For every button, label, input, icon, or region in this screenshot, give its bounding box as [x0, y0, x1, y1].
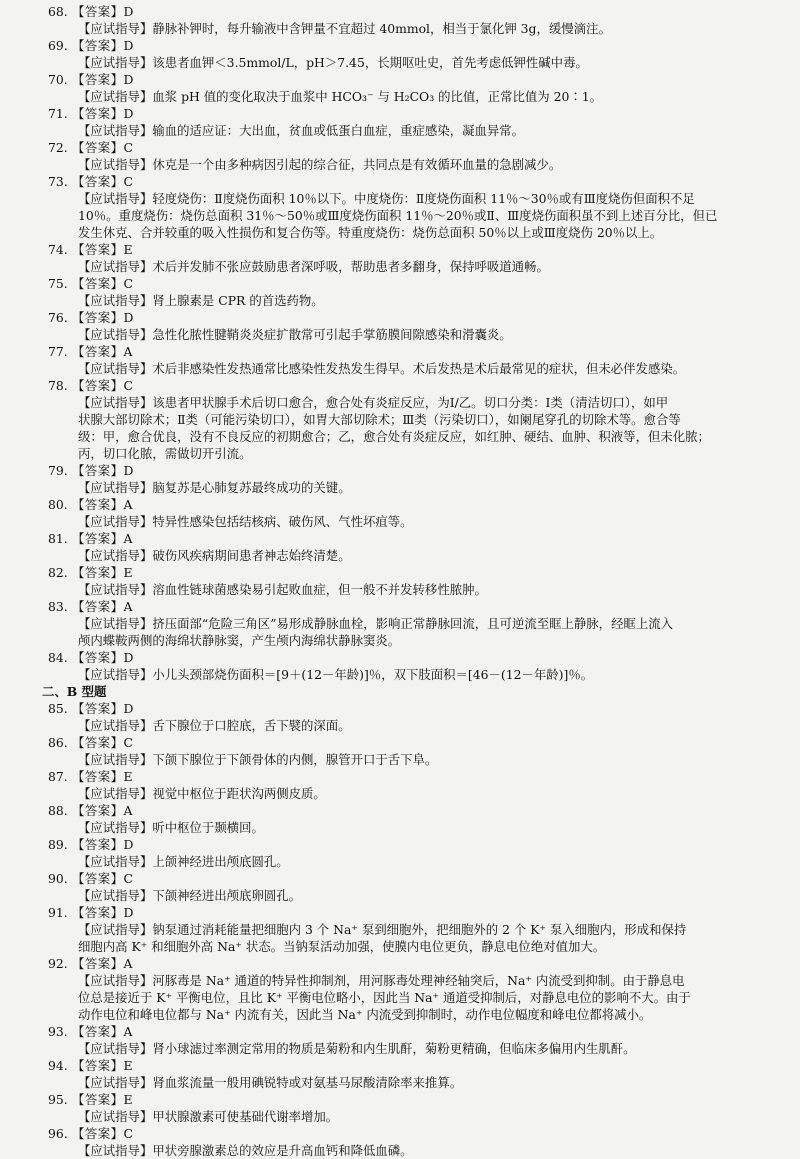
question-number: 68. [48, 4, 68, 19]
guide-line: 【应试指导】舌下腺位于口腔底，舌下襞的深面。 [78, 718, 351, 733]
guide-line: 【应试指导】视觉中枢位于距状沟两侧皮质。 [78, 786, 326, 801]
answer-line [48, 870, 782, 887]
answer-line [48, 309, 782, 326]
answer-text: 【答案】C [72, 276, 134, 291]
question-number: 84. [48, 650, 68, 665]
answer-text: 【答案】D [72, 72, 134, 87]
answer-line [48, 343, 782, 360]
answer-text: 【答案】C [72, 140, 134, 155]
answer-line [48, 700, 782, 717]
guide-line: 【应试指导】脑复苏是心肺复苏最终成功的关键。 [78, 480, 351, 495]
answer-line [48, 1125, 782, 1142]
answer-text: 【答案】E [72, 242, 134, 257]
guide-line: 【应试指导】特异性感染包括结核病、破伤风、气性坏疽等。 [78, 514, 413, 529]
answer-text: 【答案】D [72, 4, 134, 19]
guide-line: 【应试指导】挤压面部“危险三角区”易形成静脉血栓，影响正常静脉回流，且可逆流至眶上静脉，经眶上流入 [78, 616, 674, 631]
question-number: 79. [48, 463, 68, 478]
guide-line: 【应试指导】河豚毒是 Na⁺ 通道的特异性抑制剂，用河豚毒处理神经轴突后，Na⁺ 内流受到抑制。由于静息电 [78, 973, 685, 988]
answer-line [48, 462, 782, 479]
guide-line: 【应试指导】急性化脓性腱鞘炎炎症扩散常可引起手掌筋膜间隙感染和滑囊炎。 [78, 327, 512, 342]
answer-line [48, 836, 782, 853]
question-number: 88. [48, 803, 68, 818]
question-number: 85. [48, 701, 68, 716]
guide-continuation-line: 发生休克、合并较重的吸入性损伤和复合伤等。特重度烧伤：烧伤总面积 50％以上或Ⅲ度烧伤 20％以上。 [78, 225, 663, 240]
guide-line: 【应试指导】破伤风疾病期间患者神志始终清楚。 [78, 548, 351, 563]
question-number: 94. [48, 1058, 68, 1073]
answer-line [48, 3, 782, 20]
question-number: 87. [48, 769, 68, 784]
answer-text: 【答案】D [72, 650, 134, 665]
question-number: 76. [48, 310, 68, 325]
question-number: 82. [48, 565, 68, 580]
question-number: 83. [48, 599, 68, 614]
answer-text: 【答案】A [72, 1024, 134, 1039]
question-number: 71. [48, 106, 68, 121]
guide-continuation-line: 颅内蝶鞍两侧的海绵状静脉窦，产生颅内海绵状静脉窦炎。 [78, 633, 401, 648]
answer-text: 【答案】E [72, 769, 134, 784]
answer-line [48, 241, 782, 258]
question-number: 70. [48, 72, 68, 87]
guide-line: 【应试指导】小儿头颈部烧伤面积＝[9＋(12－年龄)]％，双下肢面积＝[46－(12－年龄)]％。 [78, 667, 594, 682]
answer-line [48, 802, 782, 819]
answer-text: 【答案】C [72, 1126, 134, 1141]
guide-continuation-line: 细胞内高 K⁺ 和细胞外高 Na⁺ 状态。当钠泵活动加强，使膜内电位更负，静息电位绝对值加大。 [78, 939, 606, 954]
guide-line: 【应试指导】休克是一个由多种病因引起的综合征，共同点是有效循环血量的急剧减少。 [78, 157, 562, 172]
question-number: 75. [48, 276, 68, 291]
guide-line: 【应试指导】上颌神经进出颅底圆孔。 [78, 854, 289, 869]
answer-line [48, 275, 782, 292]
guide-line: 【应试指导】肾血浆流量一般用碘锐特或对氨基马尿酸清除率来推算。 [78, 1075, 463, 1090]
answer-line [48, 904, 782, 921]
answer-line [48, 1091, 782, 1108]
answer-text: 【答案】A [72, 803, 134, 818]
question-number: 90. [48, 871, 68, 886]
answer-text: 【答案】E [72, 1092, 134, 1107]
guide-continuation-line: 级：甲，愈合优良，没有不良反应的初期愈合；乙，愈合处有炎症反应，如红肿、硬结、血肿、积液等，但未化脓； [78, 429, 710, 444]
question-number: 86. [48, 735, 68, 750]
guide-line: 【应试指导】肾小球滤过率测定常用的物质是菊粉和内生肌酐，菊粉更精确，但临床多偏用内生肌酐。 [78, 1041, 636, 1056]
guide-line: 【应试指导】甲状腺激素可使基础代谢率增加。 [78, 1109, 339, 1124]
answer-text: 【答案】E [72, 1058, 134, 1073]
question-number: 80. [48, 497, 68, 512]
guide-line: 【应试指导】输血的适应证：大出血，贫血或低蛋白血症，重症感染，凝血异常。 [78, 123, 525, 138]
answer-text: 【答案】C [72, 378, 134, 393]
guide-continuation-line: 位总是接近于 K⁺ 平衡电位，且比 K⁺ 平衡电位略小，因此当 Na⁺ 通道受抑制后，对静息电位的影响不大。由于 [78, 990, 691, 1005]
answer-text: 【答案】C [72, 871, 134, 886]
question-number: 93. [48, 1024, 68, 1039]
question-number: 96. [48, 1126, 68, 1141]
guide-line: 【应试指导】静脉补钾时，每升输液中含钾量不宜超过 40mmol，相当于氯化钾 3g，缓慢滴注。 [78, 21, 611, 36]
guide-continuation-line: 动作电位和峰电位都与 Na⁺ 内流有关，因此当 Na⁺ 内流受到抑制时，动作电位幅度和峰电位都将减小。 [78, 1007, 652, 1022]
answer-text: 【答案】C [72, 735, 134, 750]
answer-text: 【答案】A [72, 344, 134, 359]
question-number: 73. [48, 174, 68, 189]
answer-text: 【答案】D [72, 905, 134, 920]
answer-line [48, 734, 782, 751]
question-number: 81. [48, 531, 68, 546]
guide-line: 【应试指导】血浆 pH 值的变化取决于血浆中 HCO₃⁻ 与 H₂CO₃ 的比值，正常比值为 20∶1。 [78, 89, 603, 104]
answer-line [48, 768, 782, 785]
section-heading: 二、B 型题 [42, 684, 107, 699]
answer-line [48, 1057, 782, 1074]
answer-text: 【答案】A [72, 497, 134, 512]
answer-line [48, 530, 782, 547]
guide-line: 【应试指导】该患者甲状腺手术后切口愈合，愈合处有炎症反应，为Ⅰ/乙。切口分类：Ⅰ类（清洁切口），如甲 [78, 395, 669, 410]
question-number: 72. [48, 140, 68, 155]
answer-line [48, 496, 782, 513]
answer-line [48, 139, 782, 156]
guide-line: 【应试指导】轻度烧伤：Ⅱ度烧伤面积 10％以下。中度烧伤：Ⅱ度烧伤面积 11％～30％或有Ⅲ度烧伤但面积不足 [78, 191, 695, 206]
answer-text: 【答案】D [72, 38, 134, 53]
answer-line [48, 564, 782, 581]
guide-line: 【应试指导】甲状旁腺激素总的效应是升高血钙和降低血磷。 [78, 1143, 413, 1158]
guide-line: 【应试指导】下颌神经进出颅底卵圆孔。 [78, 888, 302, 903]
guide-line: 【应试指导】肾上腺素是 CPR 的首选药物。 [78, 293, 324, 308]
guide-continuation-line: 状腺大部切除术；Ⅱ类（可能污染切口），如胃大部切除术；Ⅲ类（污染切口），如阑尾穿孔的切除术等。愈合等 [78, 412, 681, 427]
question-number: 78. [48, 378, 68, 393]
answer-line [48, 1023, 782, 1040]
answer-text: 【答案】D [72, 463, 134, 478]
answer-text: 【答案】D [72, 310, 134, 325]
question-number: 77. [48, 344, 68, 359]
answer-text: 【答案】C [72, 174, 134, 189]
answer-text: 【答案】A [72, 599, 134, 614]
answer-line [48, 598, 782, 615]
question-number: 95. [48, 1092, 68, 1107]
answer-text: 【答案】D [72, 837, 134, 852]
answer-text: 【答案】E [72, 565, 134, 580]
guide-line: 【应试指导】听中枢位于颞横回。 [78, 820, 264, 835]
answer-line [48, 955, 782, 972]
answer-text: 【答案】D [72, 106, 134, 121]
answer-line [48, 173, 782, 190]
guide-line: 【应试指导】术后并发肺不张应鼓励患者深呼吸，帮助患者多翻身，保持呼吸道通畅。 [78, 259, 549, 274]
answer-text: 【答案】D [72, 701, 134, 716]
answer-line [48, 649, 782, 666]
question-number: 89. [48, 837, 68, 852]
answer-line [48, 105, 782, 122]
question-number: 74. [48, 242, 68, 257]
answer-line [48, 37, 782, 54]
answer-text: 【答案】A [72, 956, 134, 971]
guide-continuation-line: 丙，切口化脓，需做切开引流。 [78, 446, 252, 461]
guide-line: 【应试指导】术后非感染性发热通常比感染性发热发生得早。术后发热是术后最常见的症状，但未必伴发感染。 [78, 361, 686, 376]
guide-line: 【应试指导】溶血性链球菌感染易引起败血症，但一般不并发转移性脓肿。 [78, 582, 487, 597]
answer-line [48, 377, 782, 394]
guide-line: 【应试指导】下颌下腺位于下颌骨体的内侧，腺管开口于舌下阜。 [78, 752, 438, 767]
answer-line [48, 71, 782, 88]
question-number: 69. [48, 38, 68, 53]
question-number: 91. [48, 905, 68, 920]
guide-line: 【应试指导】钠泵通过消耗能量把细胞内 3 个 Na⁺ 泵到细胞外，把细胞外的 2 个 K⁺ 泵入细胞内，形成和保持 [78, 922, 687, 937]
guide-line: 【应试指导】该患者血钾＜3.5mmol/L，pH＞7.45，长期呕吐史，首先考虑低钾性碱中毒。 [78, 55, 588, 70]
question-number: 92. [48, 956, 68, 971]
answer-text: 【答案】A [72, 531, 134, 546]
guide-continuation-line: 10％。重度烧伤：烧伤总面积 31％～50％或Ⅲ度烧伤面积 11％～20％或Ⅱ、Ⅲ度烧伤面积虽不到上述百分比，但已 [78, 208, 718, 223]
